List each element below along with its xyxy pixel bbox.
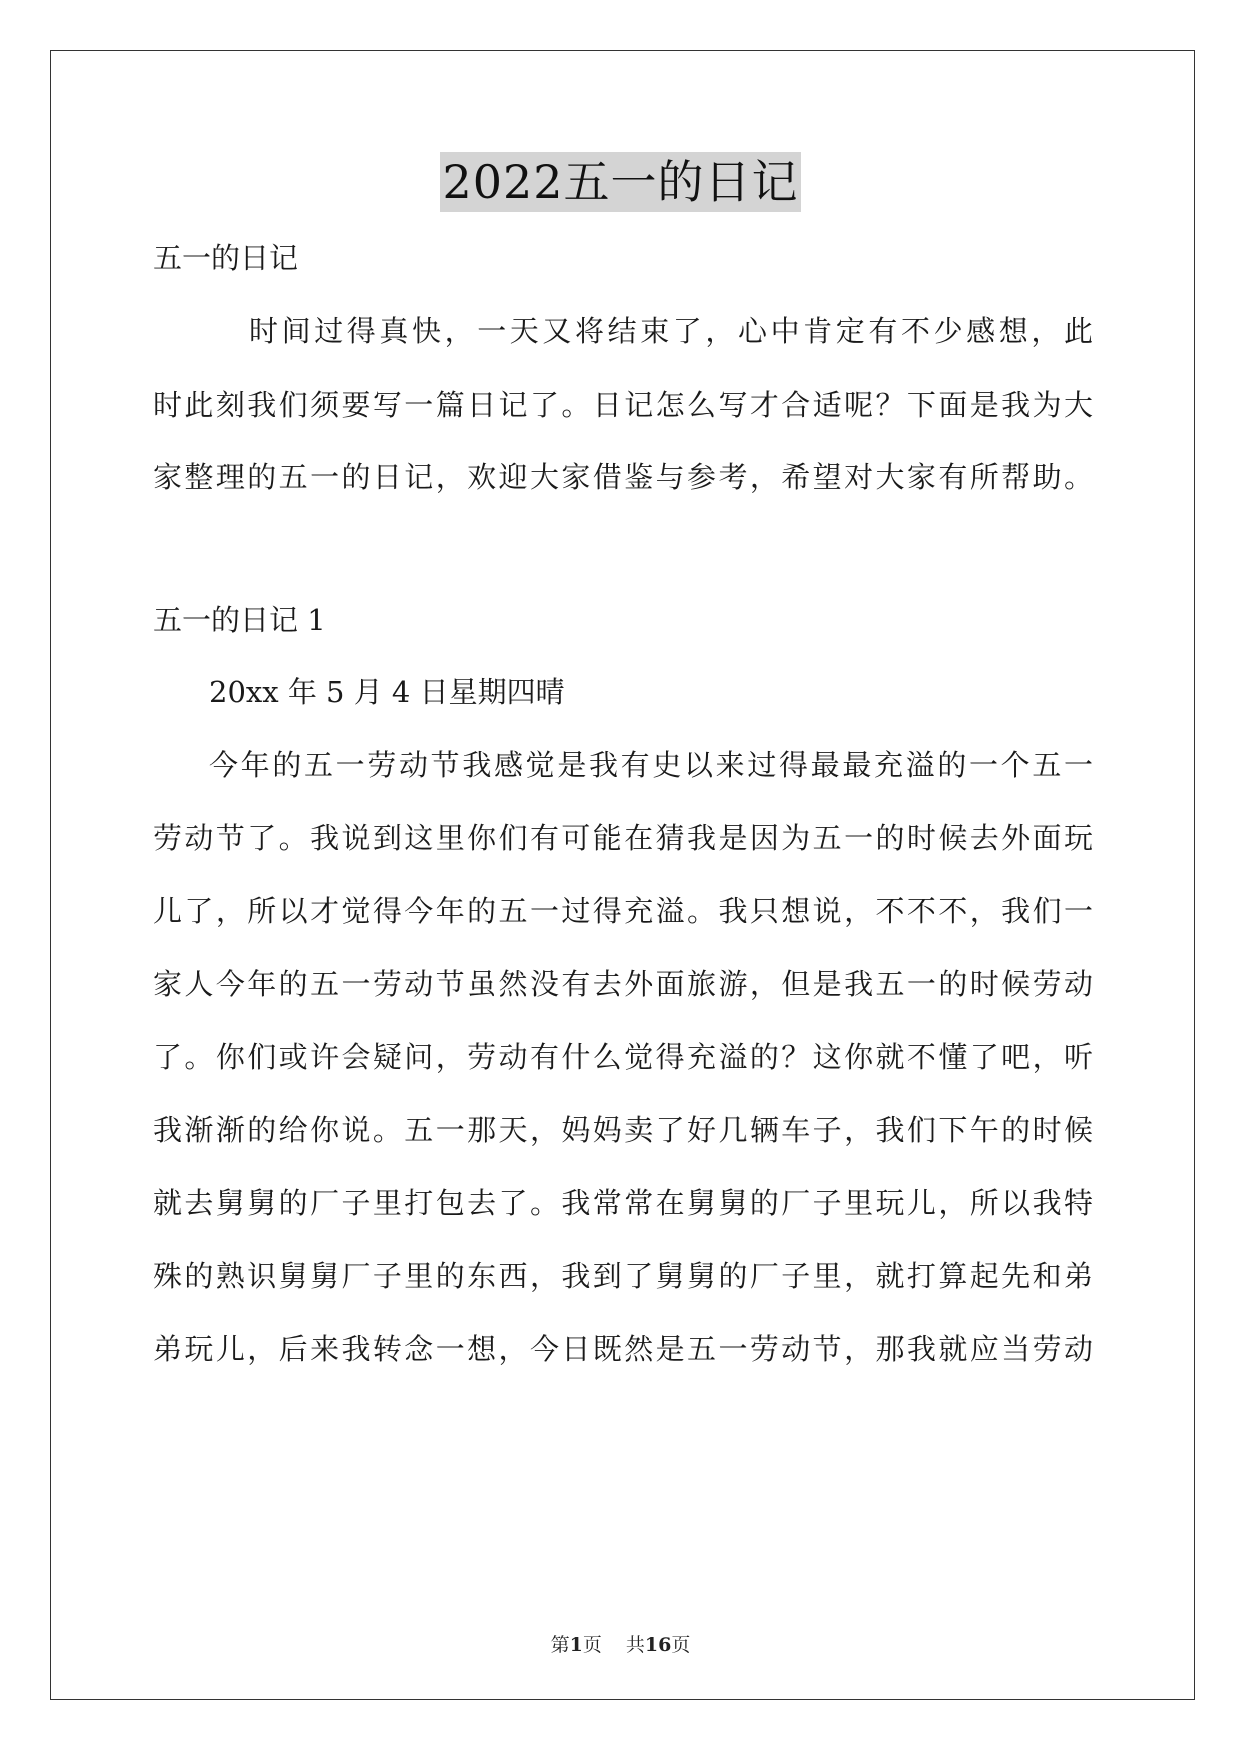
intro-line: 时此刻我们须要写一篇日记了。日记怎么写才合适呢？下面是我为大 — [153, 388, 1093, 422]
page-total-prefix: 共 — [625, 1634, 645, 1656]
body-line: 就去舅舅的厂子里打包去了。我常常在舅舅的厂子里玩儿，所以我特 — [153, 1186, 1093, 1220]
body-line: 了。你们或许会疑问，劳动有什么觉得充溢的？这你就不懂了吧，听 — [153, 1040, 1093, 1074]
intro-line: 时间过得真快，一天又将结束了，心中肯定有不少感想，此 — [249, 314, 1093, 348]
title-container — [0, 152, 1241, 212]
page-number-current: 1 — [569, 1634, 583, 1656]
document-heading: 五一的日记 — [153, 241, 299, 275]
page-number-suffix: 页 — [582, 1634, 602, 1656]
body-line: 儿了，所以才觉得今年的五一过得充溢。我只想说，不不不，我们一 — [153, 894, 1093, 928]
body-line: 殊的熟识舅舅厂子里的东西，我到了舅舅的厂子里，就打算起先和弟 — [153, 1259, 1093, 1293]
body-line: 家人今年的五一劳动节虽然没有去外面旅游，但是我五一的时候劳动 — [153, 967, 1093, 1001]
intro-line: 家整理的五一的日记，欢迎大家借鉴与参考，希望对大家有所帮助。 — [153, 460, 1093, 494]
page-total-suffix: 页 — [671, 1634, 691, 1656]
page-border — [50, 50, 1195, 1700]
section-heading: 五一的日记 1 — [153, 603, 326, 637]
document-title: 2022五一的日记 — [440, 152, 800, 212]
page-total: 16 — [644, 1634, 672, 1656]
date-line: 20xx 年 5 月 4 日星期四晴 — [209, 675, 565, 709]
page-number-prefix: 第 — [550, 1634, 570, 1656]
body-line: 我渐渐的给你说。五一那天，妈妈卖了好几辆车子，我们下午的时候 — [153, 1113, 1093, 1147]
body-line: 今年的五一劳动节我感觉是我有史以来过得最最充溢的一个五一 — [209, 748, 1093, 782]
body-line: 劳动节了。我说到这里你们有可能在猜我是因为五一的时候去外面玩 — [153, 821, 1093, 855]
page-footer — [0, 1630, 1241, 1657]
body-line: 弟玩儿，后来我转念一想，今日既然是五一劳动节，那我就应当劳动 — [153, 1332, 1093, 1366]
